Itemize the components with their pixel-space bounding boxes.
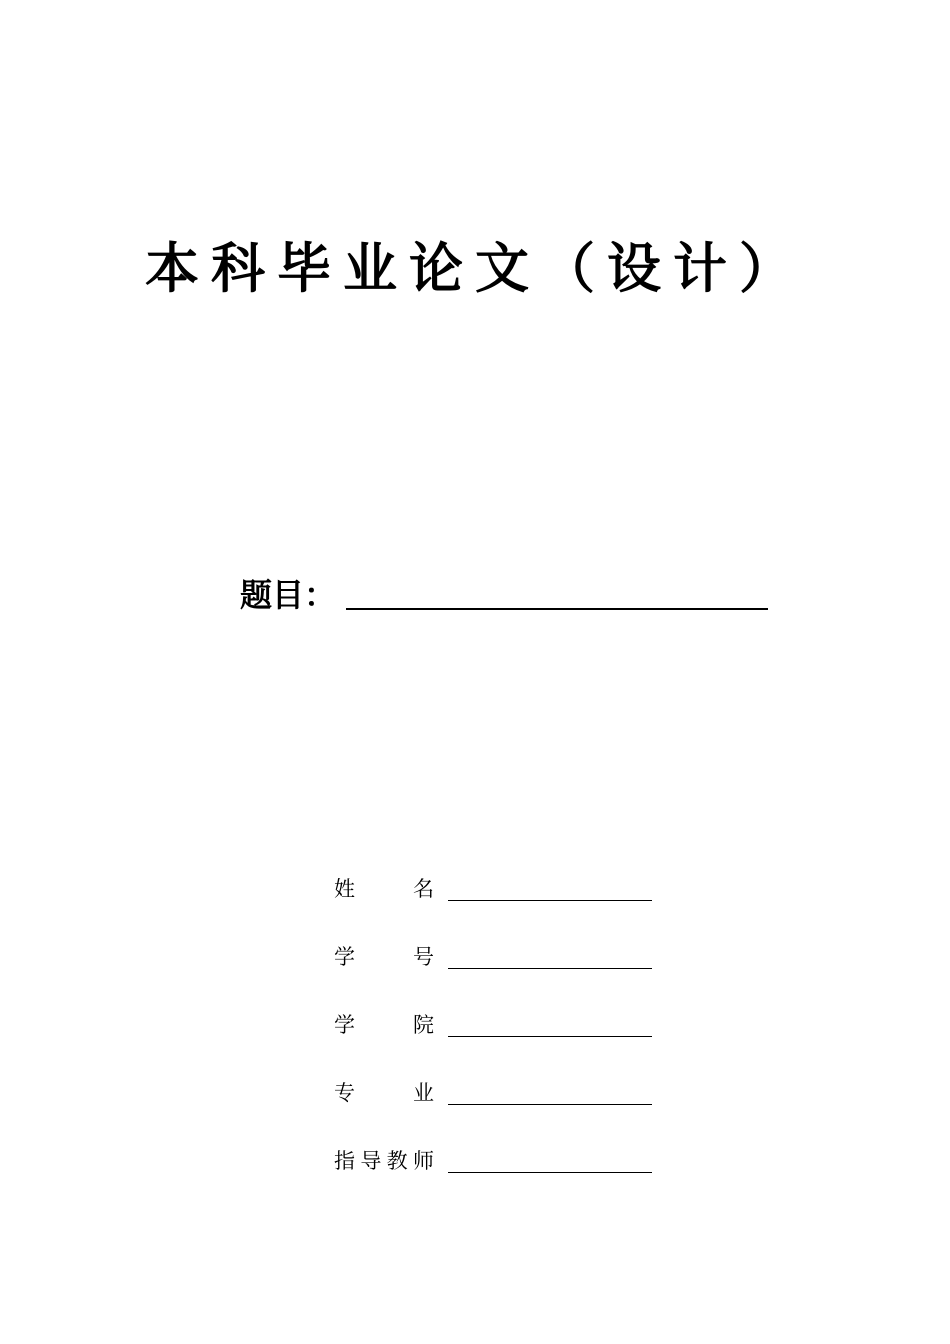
field-label-advisor (334, 1146, 434, 1176)
field-underline-college (448, 1036, 652, 1037)
field-label-char: 指 (334, 1149, 355, 1173)
topic-underline (346, 608, 768, 610)
field-underline-student-id (448, 968, 652, 969)
field-label-college (334, 1010, 434, 1040)
student-info-block (334, 870, 664, 1210)
field-label-char: 学 (334, 945, 355, 969)
field-row-student-id (334, 938, 664, 1006)
field-label-name (334, 874, 434, 904)
field-label-char: 教 (386, 1149, 408, 1173)
field-row-advisor (334, 1142, 664, 1210)
field-underline-major (448, 1104, 652, 1105)
field-label-char: 师 (412, 1149, 434, 1173)
field-underline-advisor (448, 1172, 652, 1173)
field-row-major (334, 1074, 664, 1142)
field-label-char: 业 (413, 1081, 434, 1105)
field-label-char: 号 (413, 945, 434, 969)
field-label-char: 导 (360, 1149, 382, 1173)
field-label-char: 名 (413, 877, 434, 901)
field-row-name (334, 870, 664, 938)
field-row-college (334, 1006, 664, 1074)
field-underline-name (448, 900, 652, 901)
field-label-char: 专 (334, 1081, 355, 1105)
topic-label: 题目： (240, 576, 337, 614)
field-label-major (334, 1078, 434, 1108)
field-label-char: 学 (334, 1013, 355, 1037)
page-title: 本科毕业论文（设计） (145, 236, 805, 300)
topic-row (240, 570, 780, 620)
field-label-student-id (334, 942, 434, 972)
field-label-char: 院 (413, 1013, 434, 1037)
field-label-char: 姓 (334, 877, 355, 901)
